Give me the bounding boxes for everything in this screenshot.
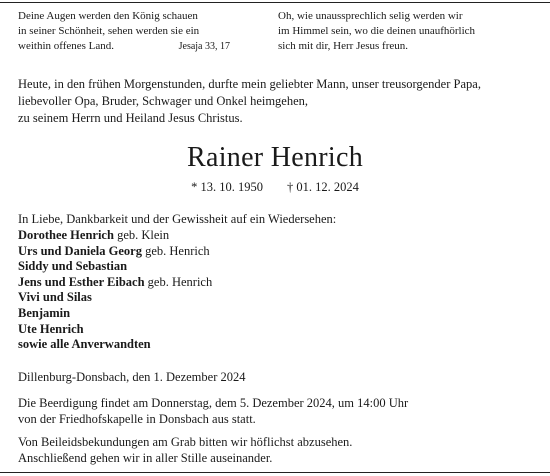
mourner-row — [18, 306, 518, 322]
mourner-row — [18, 228, 518, 244]
announcement-text — [18, 76, 532, 127]
verse-left-line: in seiner Schönheit, sehen werden sie ein — [18, 25, 200, 37]
announcement-line: Heute, in den frühen Morgenstunden, durfte mein geliebter Mann, unser treusorgender Papa, — [18, 77, 481, 91]
mourners-intro: In Liebe, Dankbarkeit und der Gewissheit auf ein Wiedersehen: — [18, 212, 337, 226]
mourner-row — [18, 275, 518, 291]
verse-left-line: Deine Augen werden den König schauen — [18, 10, 198, 22]
verse-right-line: Oh, wie unaussprechlich selig werden wir — [278, 10, 463, 22]
top-border-line — [0, 2, 550, 3]
funeral-line: von der Friedhofskapelle in Donsbach aus statt. — [18, 411, 256, 426]
mourner-row — [18, 259, 518, 275]
mourner-name: Benjamin — [18, 306, 71, 321]
deceased-name: Rainer Henrich — [186, 142, 363, 173]
death-date: † 01. 12. 2024 — [287, 180, 359, 194]
funeral-info — [18, 396, 532, 427]
verse-right-line: im Himmel sein, wo die deinen unaufhörlich — [278, 25, 476, 37]
bible-verse-left — [18, 9, 230, 54]
condolence-note — [18, 435, 532, 466]
verse-right — [278, 9, 518, 54]
mourner-name: Vivi und Silas — [18, 290, 92, 305]
verse-right-line: sich mit dir, Herr Jesus freun. — [278, 40, 409, 52]
mourner-name: Dorothee Henrich — [18, 228, 114, 243]
mourner-row — [18, 337, 518, 353]
mourners-list — [18, 212, 518, 353]
birth-date: * 13. 10. 1950 — [191, 180, 263, 194]
announcement-line: zu seinem Herrn und Heiland Jesus Christus. — [18, 111, 243, 125]
mourner-name: Urs und Daniela Georg — [18, 243, 142, 258]
mourner-note: geb. Henrich — [144, 274, 213, 289]
mourner-note: geb. Henrich — [141, 243, 210, 258]
mourner-name: Jens und Esther Eibach — [18, 274, 145, 289]
mourner-name: Siddy und Sebastian — [18, 259, 128, 274]
mourner-note: geb. Klein — [113, 228, 170, 243]
mourner-row — [18, 322, 518, 338]
verse-reference: Jesaja 33, 17 — [178, 41, 230, 52]
life-dates — [0, 180, 550, 195]
mourner-row — [18, 290, 518, 306]
mourner-name: sowie alle Anverwandten — [18, 337, 151, 352]
funeral-line: Die Beerdigung findet am Donnerstag, dem 5. Dezember 2024, um 14:00 Uhr — [18, 396, 409, 410]
place-and-date: Dillenburg-Donsbach, den 1. Dezember 2024 — [18, 370, 246, 384]
mourner-name: Ute Henrich — [18, 321, 84, 336]
announcement-line: liebevoller Opa, Bruder, Schwager und Onkel heimgehen, — [18, 94, 309, 108]
bottom-border-line — [0, 472, 550, 473]
mourner-row — [18, 244, 518, 260]
condolence-line: Von Beileidsbekundungen am Grab bitten wir höflichst abzusehen. — [18, 435, 353, 449]
verse-left-line: weithin offenes Land. — [18, 40, 115, 52]
condolence-line: Anschließend gehen wir in aller Stille auseinander. — [18, 450, 273, 465]
